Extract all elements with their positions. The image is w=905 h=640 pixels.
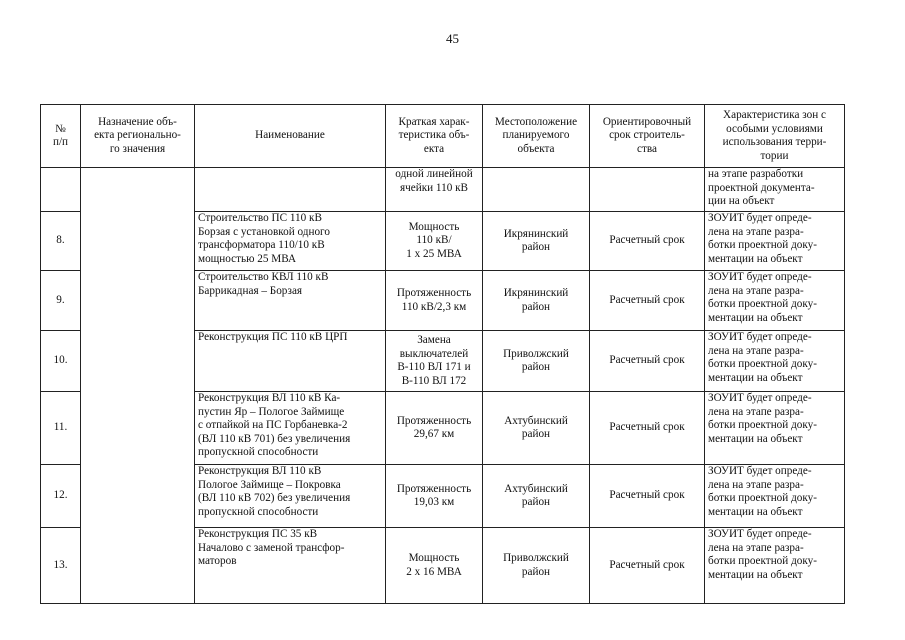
cell-num: 9.: [41, 271, 81, 331]
cell-term: Расчетный срок: [590, 465, 705, 528]
cell-num: 11.: [41, 392, 81, 465]
cell-characteristic: Мощность 110 кВ/ 1 х 25 МВА: [386, 212, 483, 271]
cell-location: Икрянинский район: [483, 212, 590, 271]
cell-characteristic: одной линейной ячейки 110 кВ: [386, 168, 483, 212]
cell-characteristic: Протяженность 19,03 км: [386, 465, 483, 528]
cell-num: [41, 168, 81, 212]
cell-location: [483, 168, 590, 212]
cell-num: 12.: [41, 465, 81, 528]
header-zones: Характеристика зон с особыми условиями использования терри- тории: [705, 105, 845, 168]
cell-location: Ахтубинский район: [483, 465, 590, 528]
cell-location: Приволжский район: [483, 331, 590, 392]
cell-zones: ЗОУИТ будет опреде- лена на этапе разра- ботки проектной доку- ментации на объект: [705, 331, 845, 392]
cell-term: Расчетный срок: [590, 212, 705, 271]
cell-name: Реконструкция ВЛ 110 кВ Ка- пустин Яр – Пологое Займище с отпайкой на ПС Горбаневка-2 (ВЛ 110 кВ 701) без увеличения пропускной способности: [195, 392, 386, 465]
cell-zones: ЗОУИТ будет опреде- лена на этапе разра- ботки проектной доку- ментации на объект: [705, 212, 845, 271]
cell-characteristic: Протяженность 29,67 км: [386, 392, 483, 465]
cell-term: Расчетный срок: [590, 528, 705, 604]
cell-location: Икрянинский район: [483, 271, 590, 331]
page-number: 45: [446, 31, 459, 46]
cell-name: Реконструкция ПС 35 кВ Началово с заменой трансфор- маторов: [195, 528, 386, 604]
cell-zones: ЗОУИТ будет опреде- лена на этапе разра- ботки проектной доку- ментации на объект: [705, 528, 845, 604]
cell-characteristic: Мощность 2 х 16 МВА: [386, 528, 483, 604]
table-row-continuation: [41, 168, 845, 212]
cell-characteristic: Протяженность 110 кВ/2,3 км: [386, 271, 483, 331]
cell-name: Реконструкция ВЛ 110 кВ Пологое Займище – Покровка (ВЛ 110 кВ 702) без увеличения пропускной способности: [195, 465, 386, 528]
cell-name: Строительство ПС 110 кВ Борзая с установкой одного трансформатора 110/10 кВ мощностью 25 МВА: [195, 212, 386, 271]
header-name: Наименование: [195, 105, 386, 168]
cell-num: 8.: [41, 212, 81, 271]
cell-purpose: [81, 168, 195, 604]
table-header-row: [41, 105, 845, 168]
cell-zones: на этапе разработки проектной документа- ции на объект: [705, 168, 845, 212]
header-characteristic: Краткая харак- теристика объ- екта: [386, 105, 483, 168]
cell-term: Расчетный срок: [590, 331, 705, 392]
cell-zones: ЗОУИТ будет опреде- лена на этапе разра- ботки проектной доку- ментации на объект: [705, 271, 845, 331]
header-location: Местоположение планируемого объекта: [483, 105, 590, 168]
cell-zones: ЗОУИТ будет опреде- лена на этапе разра- ботки проектной доку- ментации на объект: [705, 392, 845, 465]
cell-name: [195, 168, 386, 212]
header-num: № п/п: [41, 105, 81, 168]
cell-zones: ЗОУИТ будет опреде- лена на этапе разра- ботки проектной доку- ментации на объект: [705, 465, 845, 528]
cell-term: Расчетный срок: [590, 271, 705, 331]
cell-location: Ахтубинский район: [483, 392, 590, 465]
cell-name: Строительство КВЛ 110 кВ Баррикадная – Борзая: [195, 271, 386, 331]
cell-characteristic: Замена выключателей В-110 ВЛ 171 и В-110 ВЛ 172: [386, 331, 483, 392]
cell-num: 13.: [41, 528, 81, 604]
header-purpose: Назначение объ- екта регионально- го значения: [81, 105, 195, 168]
cell-location: Приволжский район: [483, 528, 590, 604]
objects-table: [40, 104, 845, 604]
cell-term: Расчетный срок: [590, 392, 705, 465]
header-term: Ориентировочный срок строитель- ства: [590, 105, 705, 168]
cell-name: Реконструкция ПС 110 кВ ЦРП: [195, 331, 386, 392]
cell-term: [590, 168, 705, 212]
cell-num: 10.: [41, 331, 81, 392]
